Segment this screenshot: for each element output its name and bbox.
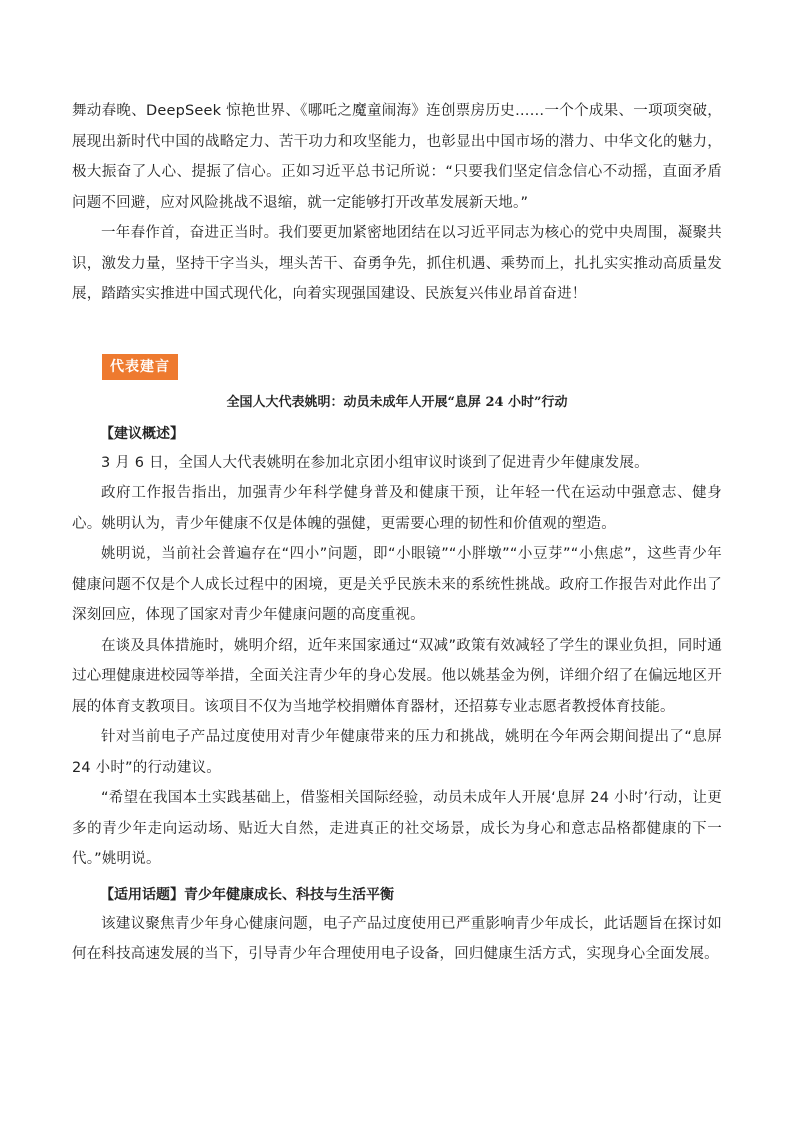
section-badge: 代表建言	[102, 354, 178, 380]
document-page	[72, 96, 722, 970]
body-paragraph-1: 3 月 6 日，全国人大代表姚明在参加北京团小组审议时谈到了促进青少年健康发展。	[101, 454, 649, 471]
quote-paragraph: “希望在我国本土实践基础上，借鉴相关国际经验，动员未成年人开展‘息屏 24 小时’行动，让更多的青少年走向运动场、贴近大自然，走进真正的社交场景，成长为身心和意志品格都健康的下一代。”姚明说。	[72, 790, 722, 867]
body-paragraph-5: 针对当前电子产品过度使用对青少年健康带来的压力和挑战，姚明在今年两会期间提出了“息屏 24 小时”的行动建议。	[72, 729, 722, 776]
body-paragraph-3: 姚明说，当前社会普遍存在“四小”问题，即“小眼镜”“小胖墩”“小豆芽”“小焦虑”，这些青少年健康问题不仅是个人成长过程中的困境，更是关乎民族未来的系统性挑战。政府工作报告对此作出了深刻回应，体现了国家对青少年健康问题的高度重视。	[72, 546, 722, 623]
body-paragraph-4: 在谈及具体措施时，姚明介绍，近年来国家通过“双减”政策有效减轻了学生的课业负担，同时通过心理健康进校园等举措，全面关注青少年的身心发展。他以姚基金为例，详细介绍了在偏远地区开展的体育支教项目。该项目不仅为当地学校捐赠体育器材，还招募专业志愿者教授体育技能。	[72, 637, 722, 715]
intro-paragraph-2: 一年春作首，奋进正当时。我们要更加紧密地团结在以习近平同志为核心的党中央周围，凝聚共识，激发力量，坚持干字当头，埋头苦干、奋勇争先，抓住机遇、乘势而上，扎扎实实推动高质量发展，踏踏实实推进中国式现代化，向着实现强国建设、民族复兴伟业昂首奋进！	[72, 225, 722, 302]
body-paragraph-2: 政府工作报告指出，加强青少年科学健身普及和健康干预，让年轻一代在运动中强意志、健身心。姚明认为，青少年健康不仅是体魄的强健，更需要心理的韧性和价值观的塑造。	[72, 485, 722, 532]
topic-paragraph: 该建议聚焦青少年身心健康问题，电子产品过度使用已严重影响青少年成长，此话题旨在探讨如何在科技高速发展的当下，引导青少年合理使用电子设备，回归健康生活方式，实现身心全面发展。	[72, 915, 722, 962]
intro-paragraph-1: 舞动春晚、DeepSeek 惊艳世界、《哪吒之魔童闹海》连创票房历史……一个个成果、一项项突破，展现出新时代中国的战略定力、苦干功力和攻坚能力，也彰显出中国市场的潜力、中华文化的魅力，极大振奋了人心、提振了信心。正如习近平总书记所说：“只要我们坚定信念信心不动摇，直面矛盾问题不回避，应对风险挑战不退缩，就一定能够打开改革发展新天地。”	[72, 103, 722, 211]
article-headline: 全国人大代表姚明：动员未成年人开展“息屏 24 小时”行动	[226, 394, 568, 410]
topic-label: 【适用话题】青少年健康成长、科技与生活平衡	[100, 886, 394, 903]
overview-label: 【建议概述】	[100, 425, 184, 442]
section-badge-row	[72, 354, 722, 380]
